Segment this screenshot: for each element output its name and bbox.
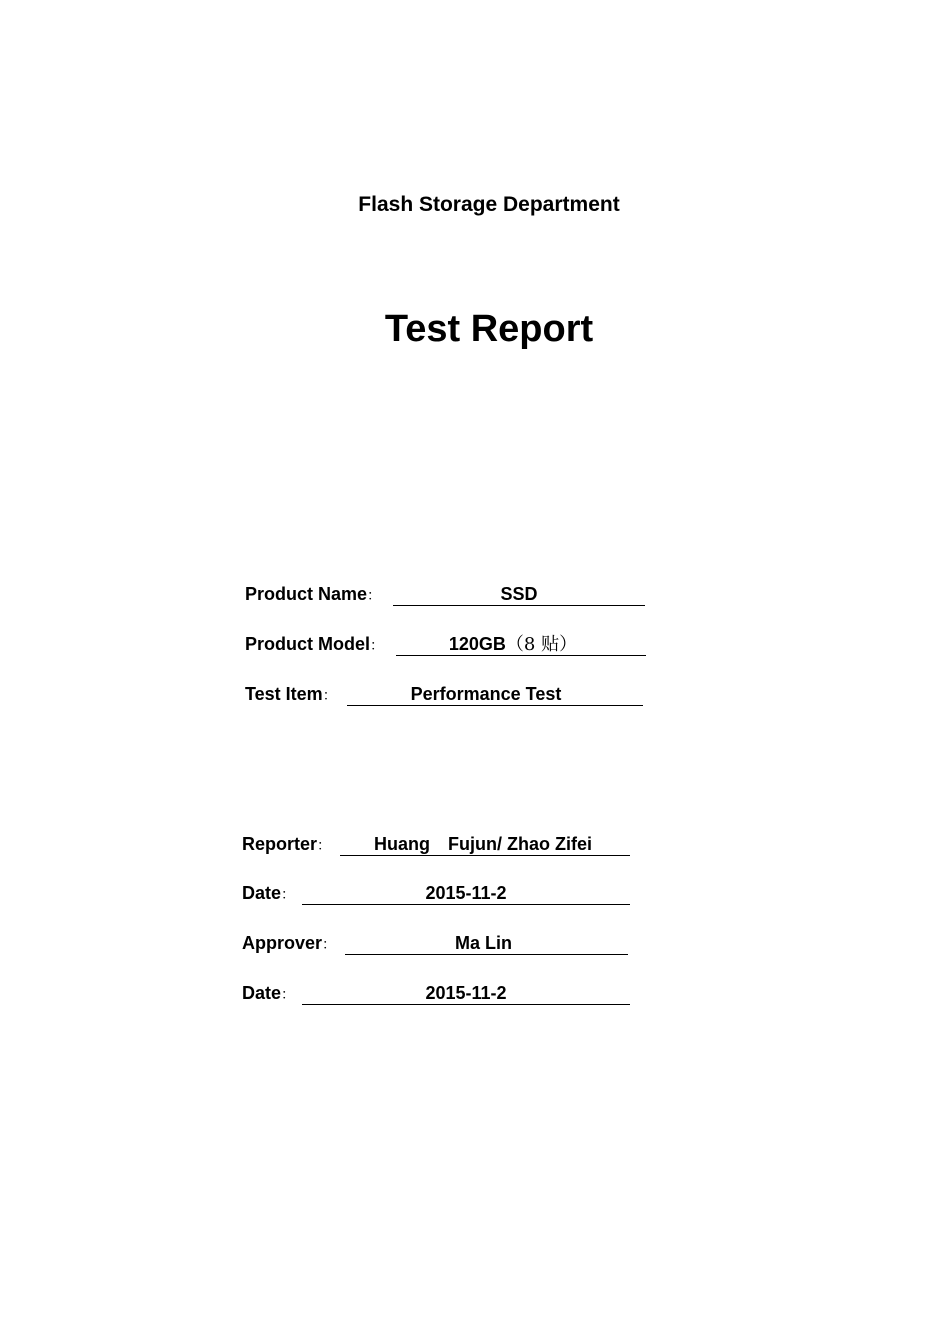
colon: ： [281,886,296,902]
approver-value: Ma Lin [455,933,512,953]
report-title: Test Report [384,308,594,350]
product-model-value: 120GB（8 贴） [448,634,578,655]
product-model-underline [396,633,646,656]
approval-date-row [242,982,662,1008]
product-name-underline [393,583,645,606]
test-item-label: Test Item： [245,684,337,704]
approver-label: Approver： [242,933,337,953]
report-date-underline [302,882,630,905]
approval-date-label: Date： [242,983,296,1003]
product-name-row [245,583,665,609]
product-model-suffix: （8 贴） [505,634,578,655]
department-name: Flash Storage Department [358,193,620,216]
reporter-label: Reporter： [242,834,332,854]
approver-row [242,932,662,958]
approver-underline [345,932,628,955]
report-date-label: Date： [242,883,296,903]
product-model-label: Product Model： [245,634,384,654]
colon: ： [322,687,337,703]
reporter-underline [340,833,630,856]
report-date-value: 2015-11-2 [425,883,507,903]
report-date-row [242,882,662,908]
test-item-row [245,683,665,709]
approval-date-underline [302,982,630,1005]
colon: ： [317,837,332,853]
product-name-label: Product Name： [245,584,382,604]
approval-date-value: 2015-11-2 [425,983,507,1003]
colon: ： [281,986,296,1002]
reporter-row [242,833,662,859]
test-item-value: Performance Test [410,684,562,704]
colon: ： [322,936,337,952]
test-item-underline [347,683,643,706]
reporter-value: Huang Fujun/ Zhao Zifei [374,834,592,854]
colon: ： [367,587,382,603]
product-model-row [245,633,665,659]
product-name-value: SSD [500,584,538,604]
colon: ： [370,637,384,653]
